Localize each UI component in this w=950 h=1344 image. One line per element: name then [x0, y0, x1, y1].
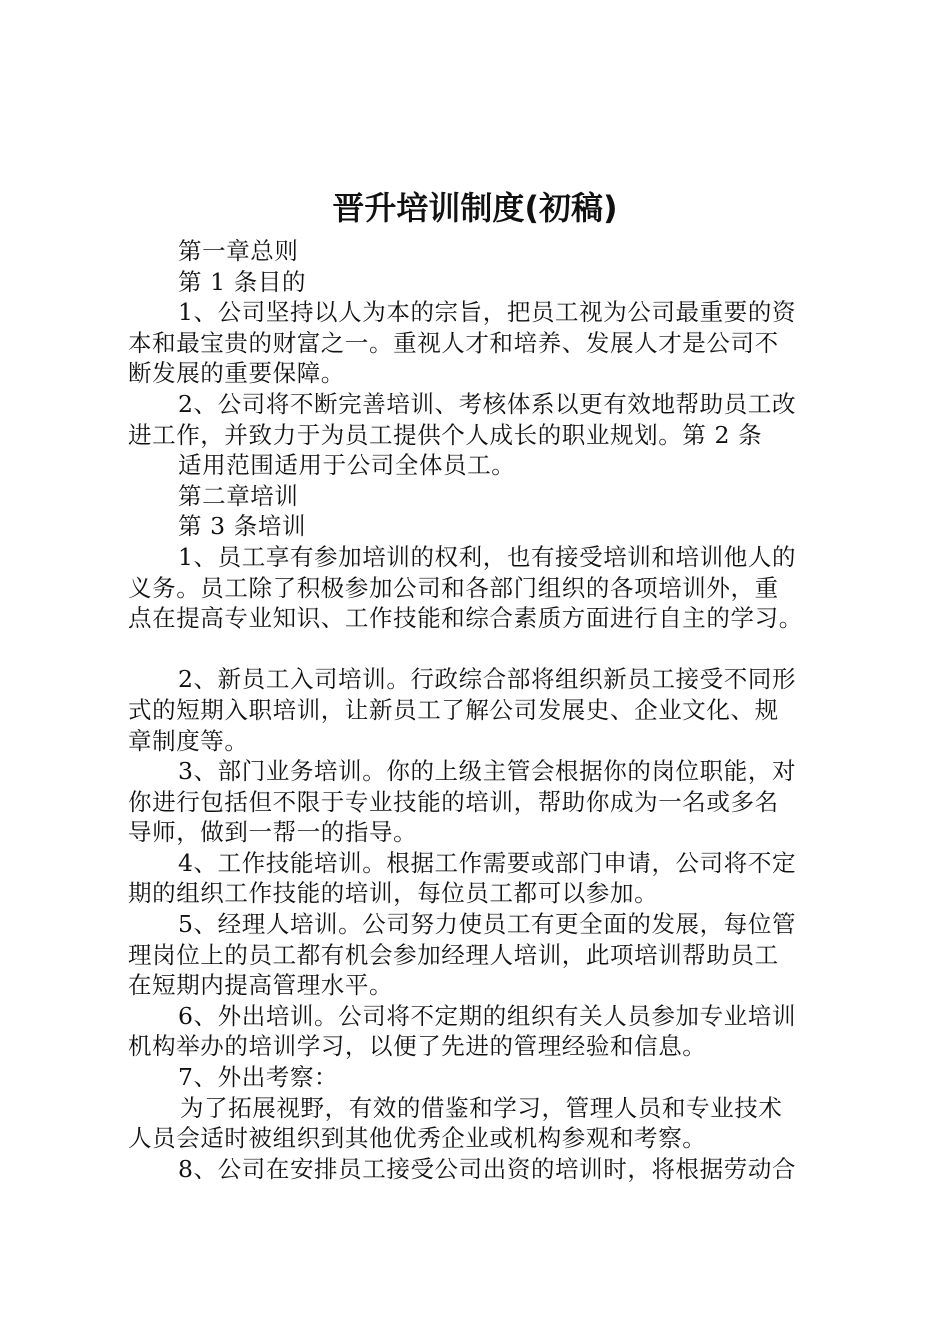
- article-heading: 第 3 条培训: [178, 512, 307, 541]
- paragraph-line: 本和最宝贵的财富之一。重视人才和培养、发展人才是公司不: [128, 328, 779, 357]
- paragraph-line: 2、公司将不断完善培训、考核体系以更有效地帮助员工改: [178, 389, 797, 418]
- article-heading: 第 1 条目的: [178, 267, 307, 296]
- paragraph-line: 7、外出考察：: [178, 1063, 339, 1092]
- paragraph-line: 4、工作技能培训。根据工作需要或部门申请，公司将不定: [178, 848, 797, 877]
- paragraph-line: 断发展的重要保障。: [128, 359, 345, 388]
- paragraph-line: 8、公司在安排员工接受公司出资的培训时，将根据劳动合: [178, 1154, 797, 1183]
- paragraph-line: 你进行包括但不限于专业技能的培训，帮助你成为一名或多名: [128, 787, 779, 816]
- paragraph-line: 为了拓展视野，有效的借鉴和学习，管理人员和专业技术: [180, 1093, 783, 1122]
- paragraph-line: 2、新员工入司培训。行政综合部将组织新员工接受不同形: [178, 665, 797, 694]
- paragraph-line: 5、经理人培训。公司努力使员工有更全面的发展，每位管: [178, 910, 797, 939]
- paragraph-line: 在短期内提高管理水平。: [128, 971, 394, 1000]
- paragraph-line: 6、外出培训。公司将不定期的组织有关人员参加专业培训: [178, 1001, 797, 1030]
- paragraph-line: 点在提高专业知识、工作技能和综合素质方面进行自主的学习。: [128, 604, 803, 633]
- paragraph-line: 理岗位上的员工都有机会参加经理人培训，此项培训帮助员工: [128, 940, 779, 969]
- paragraph-line: 式的短期入职培训，让新员工了解公司发展史、企业文化、规: [128, 695, 779, 724]
- paragraph-line: 机构举办的培训学习，以便了先进的管理经验和信息。: [128, 1032, 707, 1061]
- document-body: [128, 236, 828, 1184]
- blank-line: [128, 634, 828, 665]
- paragraph-line: 进工作，并致力于为员工提供个人成长的职业规划。第 2 条: [128, 420, 763, 449]
- paragraph-line: 导师，做到一帮一的指导。: [128, 818, 418, 847]
- paragraph-line: 1、公司坚持以人为本的宗旨，把员工视为公司最重要的资: [178, 298, 797, 327]
- paragraph-line: 3、部门业务培训。你的上级主管会根据你的岗位职能，对: [178, 757, 797, 786]
- paragraph-line: 人员会适时被组织到其他优秀企业或机构参观和考察。: [128, 1124, 707, 1153]
- paragraph-line: 适用范围适用于公司全体员工。: [178, 451, 516, 480]
- document-title: 晋升培训制度(初稿): [332, 189, 618, 227]
- chapter-heading: 第一章总则: [178, 237, 299, 265]
- paragraph-line: 章制度等。: [128, 726, 249, 755]
- paragraph-line: 义务。员工除了积极参加公司和各部门组织的各项培训外，重: [128, 573, 779, 602]
- paragraph-line: 1、员工享有参加培训的权利，也有接受培训和培训他人的: [178, 542, 797, 571]
- chapter-heading: 第二章培训: [178, 481, 299, 510]
- paragraph-line: 期的组织工作技能的培训，每位员工都可以参加。: [128, 879, 659, 908]
